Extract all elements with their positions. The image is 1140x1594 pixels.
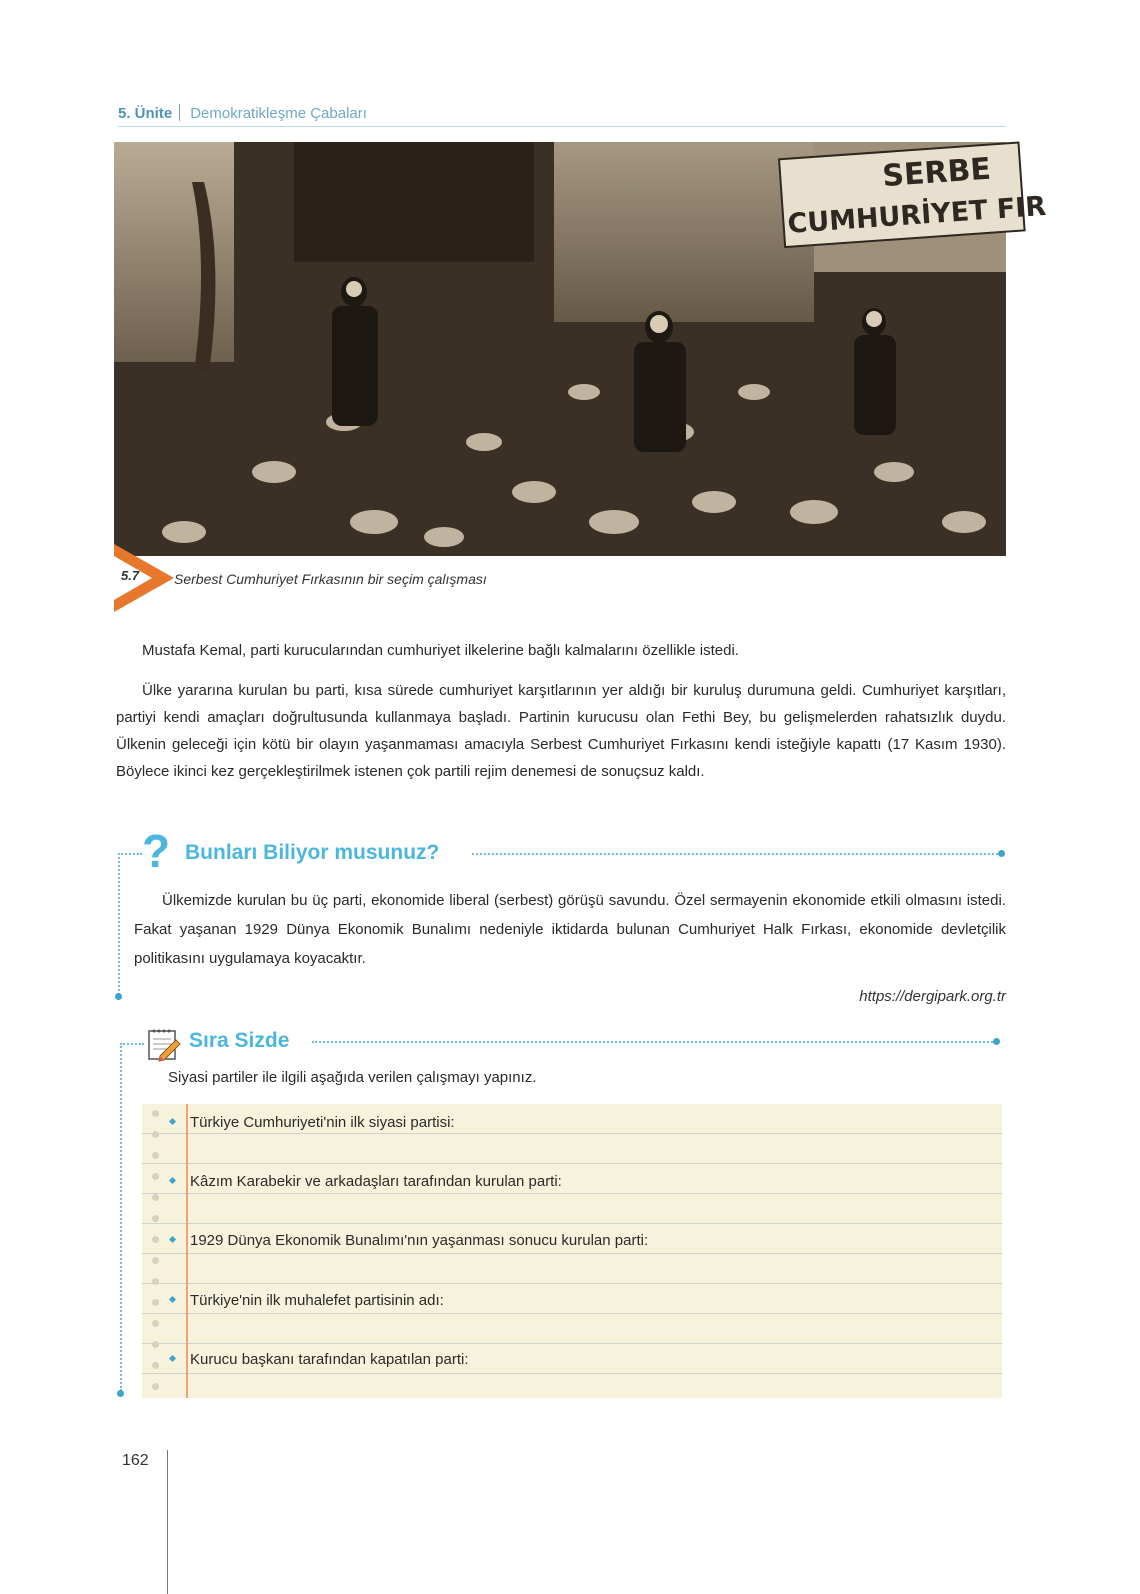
page-number: 162 <box>122 1452 149 1469</box>
paper-hole <box>152 1131 159 1138</box>
banner-text-bottom: CUMHURİYET FIR <box>786 190 1048 240</box>
activity-title-rule <box>312 1041 996 1043</box>
header-separator <box>179 104 180 121</box>
activity-item-label: Kâzım Karabekir ve arkadaşları tarafından kurulan parti: <box>190 1173 562 1190</box>
activity-item[interactable] <box>170 1232 648 1249</box>
paper-hole <box>152 1173 159 1180</box>
bullet-icon <box>169 1236 176 1243</box>
paper-hole <box>152 1236 159 1243</box>
info-box-title-rule <box>472 853 998 855</box>
paper-hole <box>152 1110 159 1117</box>
paper-hole <box>152 1257 159 1264</box>
info-box-rule-end-dot <box>998 850 1005 857</box>
activity-instruction: Siyasi partiler ile ilgili aşağıda verilen çalışmayı yapınız. <box>168 1069 537 1086</box>
body-paragraph-1: Mustafa Kemal, parti kurucularından cumhuriyet ilkelerine bağlı kalmalarını özellikle istedi. <box>142 642 739 659</box>
paper-hole <box>152 1215 159 1222</box>
info-box-border-left-top <box>118 853 142 855</box>
activity-item-label: Kurucu başkanı tarafından kapatılan parti: <box>190 1351 469 1368</box>
paper-hole <box>152 1320 159 1327</box>
bullet-icon <box>169 1118 176 1125</box>
paper-hole <box>152 1299 159 1306</box>
paper-hole <box>152 1152 159 1159</box>
bullet-icon <box>169 1355 176 1362</box>
activity-border-end-dot <box>117 1390 124 1397</box>
body-paragraph-2: Ülke yararına kurulan bu parti, kısa sürede cumhuriyet karşıtlarının yer aldığı bir kuruluş durumuna geldi. Cumhuriyet karşıtları, partiyi kendi amaçları doğrultusunda kullanmaya başladı. Partinin kurucusu olan Fethi Bey, bu gelişmelerden rahatsızlık duydu. Ülkenin geleceği için kötü bir olayın yaşanmaması amacıyla Serbest Cumhuriyet Fırkasını kendi isteğiyle kapattı (17 Kasım 1930). Böylece ikinci kez gerçekleştirilmek istenen çok partili rejim denemesi de sonuçsuz kaldı. <box>116 682 1006 780</box>
activity-item-label: Türkiye Cumhuriyeti'nin ilk siyasi partisi: <box>190 1114 455 1131</box>
page-number-rule <box>167 1450 168 1594</box>
paper-hole <box>152 1341 159 1348</box>
activity-item[interactable] <box>170 1292 444 1309</box>
activity-border-left <box>120 1043 122 1391</box>
paper-hole <box>152 1362 159 1369</box>
activity-rule-end-dot <box>993 1038 1000 1045</box>
unit-title: Demokratikleşme Çabaları <box>190 105 367 122</box>
info-box-title: Bunları Biliyor musunuz? <box>185 841 440 864</box>
info-box-source: https://dergipark.org.tr <box>859 988 1006 1005</box>
figure-caption: Serbest Cumhuriyet Fırkasının bir seçim çalışması <box>174 571 487 587</box>
question-icon: ? <box>142 825 171 877</box>
figure-number: 5.7 <box>121 568 140 583</box>
running-header <box>118 104 367 122</box>
unit-label: 5. Ünite <box>118 105 173 122</box>
header-divider <box>118 126 1006 127</box>
paper-hole <box>152 1383 159 1390</box>
historical-photo <box>114 142 1048 556</box>
info-box-text: Ülkemizde kurulan bu üç parti, ekonomide liberal (serbest) görüşü savundu. Özel sermayenin ekonomide etkili olmasını istedi. Fakat yaşanan 1929 Dünya Ekonomik Bunalımı nedeniyle iktidarda bulunan Cumhuriyet Halk Fırkası, ekonomide devletçilik politikasını uygulamaya koyacaktır. <box>134 892 1006 967</box>
banner-text-top: SERBE <box>881 151 993 195</box>
activity-border-left-top <box>120 1043 144 1045</box>
notepad-pencil-icon <box>146 1026 182 1067</box>
info-box-border-left <box>118 853 120 995</box>
activity-item[interactable] <box>170 1114 455 1131</box>
paper-hole <box>152 1278 159 1285</box>
activity-item[interactable] <box>170 1173 562 1190</box>
paper-hole <box>152 1194 159 1201</box>
bullet-icon <box>169 1177 176 1184</box>
info-box-border-end-dot <box>115 993 122 1000</box>
activity-title: Sıra Sizde <box>189 1029 290 1052</box>
activity-item-label: 1929 Dünya Ekonomik Bunalımı'nın yaşanması sonucu kurulan parti: <box>190 1232 649 1249</box>
activity-item-label: Türkiye'nin ilk muhalefet partisinin adı: <box>190 1292 444 1309</box>
bullet-icon <box>169 1296 176 1303</box>
activity-item[interactable] <box>170 1351 469 1368</box>
